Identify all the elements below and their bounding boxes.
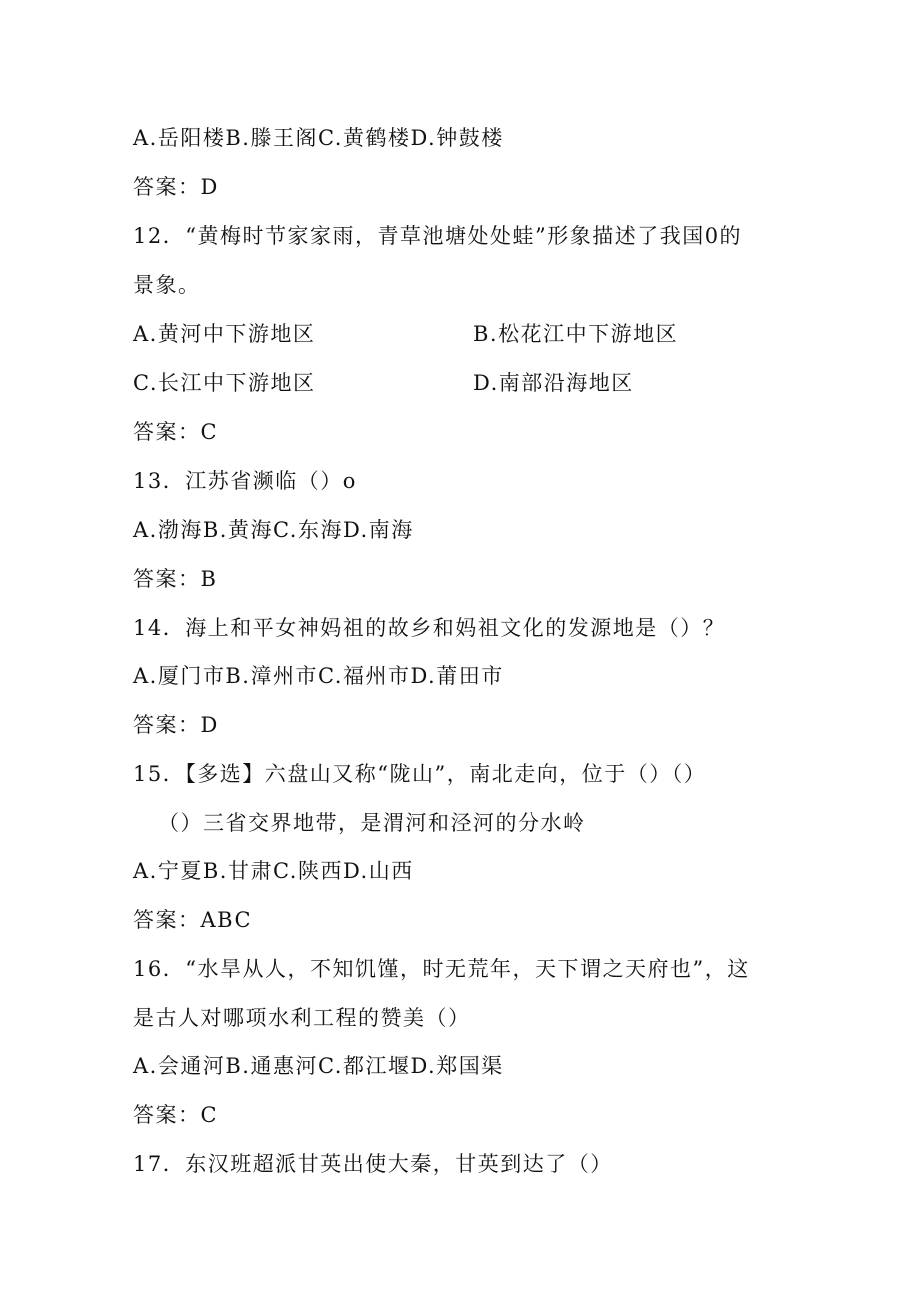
q13-options: A.渤海B.黄海C.东海D.南海 (133, 518, 414, 542)
q15-options: A.宁夏B.甘肃C.陕西D.山西 (133, 859, 414, 883)
q16-answer: 答案：C (133, 1103, 219, 1127)
q16-question-cont: 是古人对哪项水利工程的赞美（） (133, 1006, 471, 1030)
q16-options: A.会通河B.通惠河C.都江堰D.郑国渠 (133, 1054, 504, 1078)
q13-answer: 答案：B (133, 567, 218, 591)
q12-option-a: A.黄河中下游地区 (133, 322, 316, 346)
q12-option-b: B.松花江中下游地区 (473, 322, 679, 346)
q14-answer: 答案：D (133, 713, 219, 737)
q12-option-d: D.南部沿海地区 (473, 371, 634, 395)
q12-option-c: C.长江中下游地区 (133, 371, 316, 395)
q12-question: 12．“黄梅时节家家雨，青草池塘处处蛙”形象描述了我国0的 (133, 224, 743, 248)
q15-question: 15．【多选】六盘山又称“陇山”，南北走向，位于（）（） (133, 762, 707, 786)
q11-options: A.岳阳楼B.滕王阁C.黄鹤楼D.钟鼓楼 (133, 126, 504, 150)
q15-answer: 答案：ABC (133, 908, 253, 932)
q15-question-cont: （）三省交界地带，是渭河和泾河的分水岭 (158, 811, 586, 835)
q12-question-cont: 景象。 (133, 273, 201, 297)
q13-question: 13．江苏省濒临（）o (133, 469, 357, 493)
q17-question: 17．东汉班超派甘英出使大秦，甘英到达了（） (133, 1152, 613, 1176)
q11-answer: 答案：D (133, 175, 219, 199)
q14-question: 14．海上和平女神妈祖的故乡和妈祖文化的发源地是（）？ (133, 616, 726, 640)
q16-question: 16．“水旱从人，不知饥馑，时无荒年，天下谓之天府也”，这 (133, 957, 750, 981)
q14-options: A.厦门市B.漳州市C.福州市D.莆田市 (133, 664, 504, 688)
q12-answer: 答案：C (133, 420, 219, 444)
